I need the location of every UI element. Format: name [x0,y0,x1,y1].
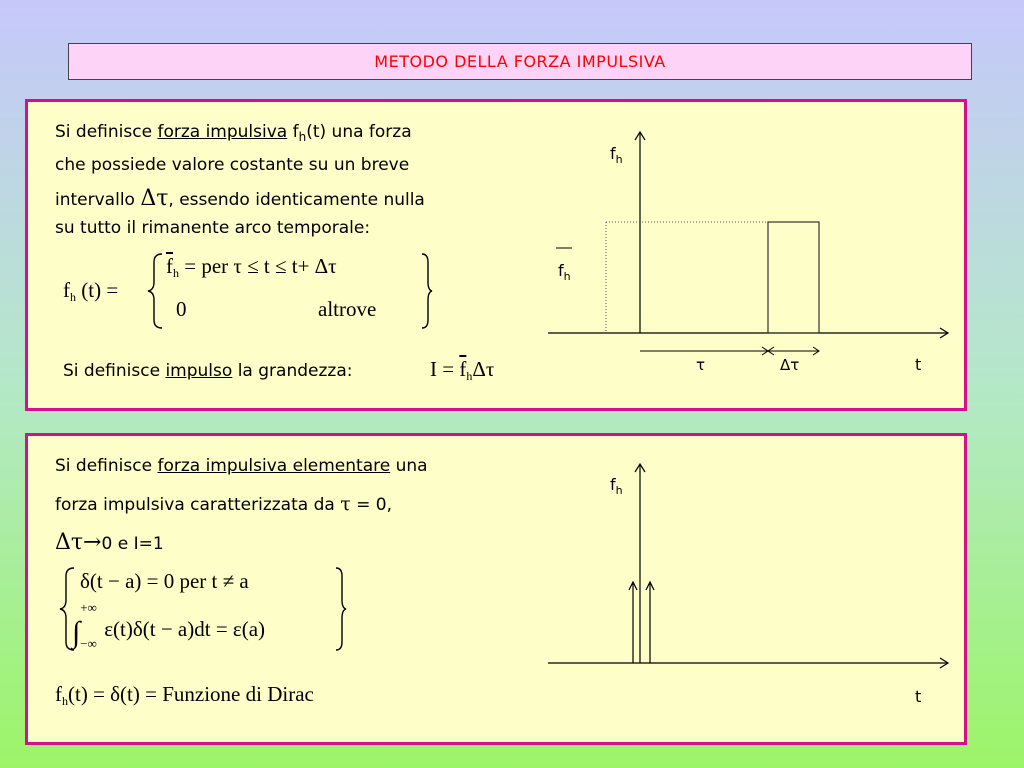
level-label: $f_h$ [558,261,571,283]
system-row-2: ∫ +∞ −∞ ε(t)δ(t − a)dt = ε(a) [72,600,266,651]
elementary-definition-text [55,452,565,558]
page-title: METODO DELLA FORZA IMPULSIVA [374,52,666,71]
title-bar [68,43,972,80]
elementary-line-1: Si definisce forza impulsiva elementare una [55,456,428,476]
definition-line-4: su tutto il rimanente arco temporale: [55,218,371,238]
definition-line-3: intervallo Δτ, essendo identicamente nulla [55,186,425,211]
term-forza-impulsiva: forza impulsiva [157,122,288,142]
dirac-graph [538,456,958,726]
equation-lhs: $f_h$ (t) = [63,278,119,304]
graph-xlabel: t [915,355,922,374]
equation-row-1: $\overline{f}_h$ = per τ ≤ t ≤ t+ Δτ [166,254,337,280]
system-row-1: δ(t − a) = 0 per t ≠ a [80,569,249,593]
dirac-definition: $f_h(t) = \delta(t)$ = Funzione di Dirac [55,682,314,708]
impulsive-force-panel [25,99,967,411]
term-impulso: impulso [165,361,233,381]
elementary-impulsive-force-panel [25,433,967,745]
pulse-rectangle [768,222,819,333]
dtau-label: Δτ [780,356,800,374]
definition-line-1: Si definisce forza impulsiva $f_h(t)$ una forza [55,122,412,144]
graph-ylabel: $f_h$ [610,144,623,166]
delta-tau-arrow: Δτ→ [55,530,102,555]
graph-xlabel: t [915,687,922,706]
definition-line-2: che possiede valore costante su un breve [55,155,410,175]
elementary-line-3: Δτ→0 e I=1 [55,530,164,555]
tau-label: τ [696,356,706,374]
left-brace [146,252,166,330]
pulse-graph [538,122,958,392]
term-forza-impulsiva-elementare: forza impulsiva elementare [157,456,391,476]
equation-row-2-condition: altrove [318,297,377,321]
system-right-brace [334,566,348,652]
graph-ylabel: $f_h$ [610,475,623,497]
impulse-definition: Si definisce impulso la grandezza: [63,361,353,381]
equation-row-2-value: 0 [176,297,187,321]
right-brace [420,252,434,330]
delta-tau-symbol: Δτ [140,186,169,211]
definition-text [55,118,555,242]
elementary-line-2: forza impulsiva caratterizzata da τ = 0, [55,493,392,515]
impulse-equation: $I = \overline{f}_h\Delta\tau$ [430,357,495,383]
